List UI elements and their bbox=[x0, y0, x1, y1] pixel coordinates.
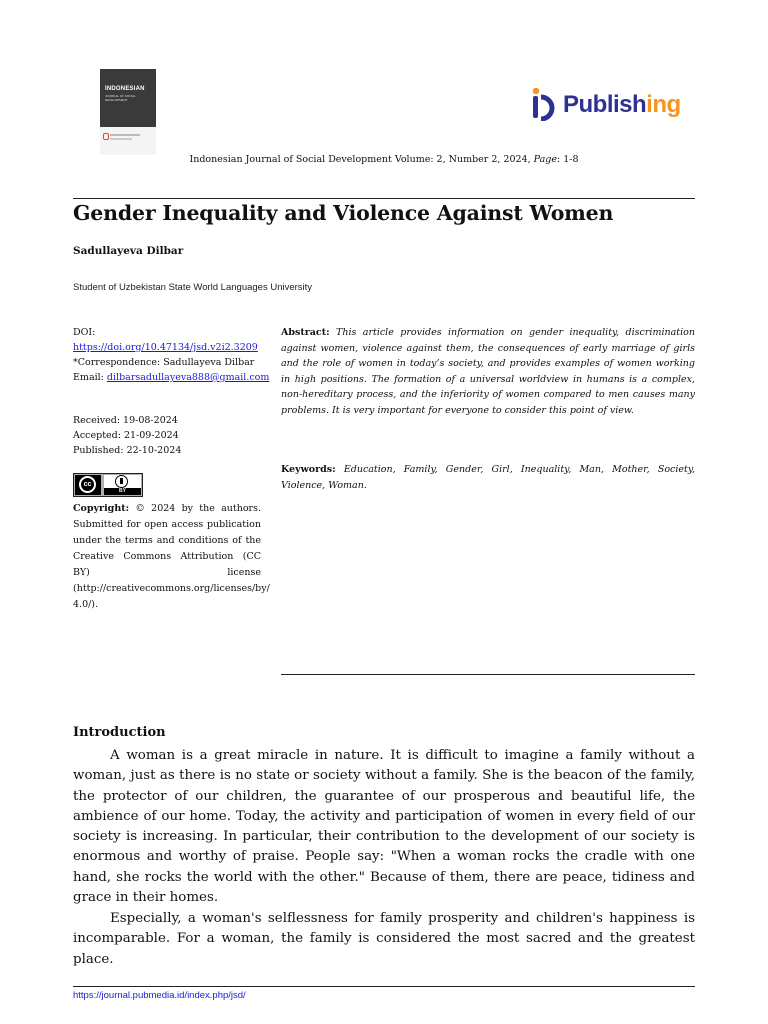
cover-subtitle: JOURNAL OF SOCIAL DEVELOPMENT bbox=[105, 94, 136, 102]
received-date: Received: 19-08-2024 bbox=[73, 415, 178, 426]
cover-footer bbox=[100, 127, 156, 155]
accepted-date: Accepted: 21-09-2024 bbox=[73, 430, 179, 441]
article-title: Gender Inequality and Violence Against Women bbox=[73, 201, 614, 225]
journal-cover-image bbox=[100, 69, 156, 155]
author-affiliation: Student of Uzbekistan State World Languages University bbox=[73, 282, 313, 293]
keywords-text: Education, Family, Gender, Girl, Inequality, Man, Mother, Society, Violence, Woman. bbox=[281, 464, 695, 491]
footer-journal-link[interactable]: https://journal.pubmedia.id/index.php/jsd/ bbox=[73, 990, 246, 1001]
journal-citation-line: Indonesian Journal of Social Development Volume: 2, Number 2, 2024, Page: 1-8 bbox=[189, 154, 579, 165]
copyright-notice: Copyright: © 2024 by the authors. Submitted for open access publication under the terms and conditions of the Creative Commons Attribution (CC BY) license (http://creativecommons.org/licenses/by/ 4.0/). bbox=[73, 503, 270, 610]
section-heading-introduction: Introduction bbox=[73, 725, 166, 740]
footer-divider bbox=[73, 986, 695, 987]
abstract-divider bbox=[281, 674, 695, 675]
cover-logo-icon bbox=[103, 133, 109, 140]
cc-icon: cc bbox=[75, 475, 101, 495]
doi-block bbox=[73, 325, 269, 385]
abstract bbox=[281, 325, 695, 419]
body-paragraph: Especially, a woman's selflessness for family prosperity and children's happiness is incomparable. For a woman, the family is considered the most sacred and the greatest place. bbox=[73, 911, 695, 967]
email-link[interactable]: dilbarsadullayeva888@gmail.com bbox=[106, 372, 270, 383]
publisher-logo-text: Publishing bbox=[563, 91, 681, 118]
keywords-label: Keywords: bbox=[281, 464, 336, 475]
doi-link[interactable]: https://doi.org/10.47134/jsd.v2i2.3209 bbox=[73, 342, 258, 353]
abstract-label: Abstract: bbox=[281, 327, 330, 338]
author-name: Sadullayeva Dilbar bbox=[73, 245, 184, 257]
dates-block bbox=[73, 413, 181, 458]
abstract-text: This article provides information on gender inequality, discrimination against women, violence against them, the consequences of early marriage of girls and the role of women in today’s society, and provides examples of women working in high positions. The formation of a universal worldview in humans is a complex, non-hereditary process, and the inferiority of women compared to men causes many problems. It is very important for everyone to consider this point of view. bbox=[281, 327, 695, 416]
publisher-logo-icon bbox=[530, 87, 560, 121]
published-date: Published: 22-10-2024 bbox=[73, 445, 182, 456]
doi-label: DOI: bbox=[73, 327, 96, 338]
cover-title: INDONESIAN bbox=[105, 86, 145, 92]
email-label: Email: bbox=[73, 372, 104, 383]
body-paragraph: A woman is a great miracle in nature. It is difficult to imagine a family without a woman, just as there is no state or society without a family. She is the beacon of the family, the protector of our children, the guarantee of our prosperous and beautiful life, the ambience of our home. Today, the activity and participation of women in every field of our society is increasing. In particular, their contribution to the development of our society is enormous and worthy of praise. People say: "When a woman rocks the cradle with one hand, she rocks the world with the other." Because of them, there are peace, tidiness and grace in their homes. bbox=[73, 748, 695, 906]
header-divider bbox=[73, 198, 695, 199]
keywords bbox=[281, 462, 695, 494]
cc-by-license-badge[interactable] bbox=[73, 473, 143, 497]
correspondence: *Correspondence: Sadullayeva Dilbar bbox=[73, 357, 255, 368]
by-attribution-icon: BY bbox=[104, 475, 141, 495]
